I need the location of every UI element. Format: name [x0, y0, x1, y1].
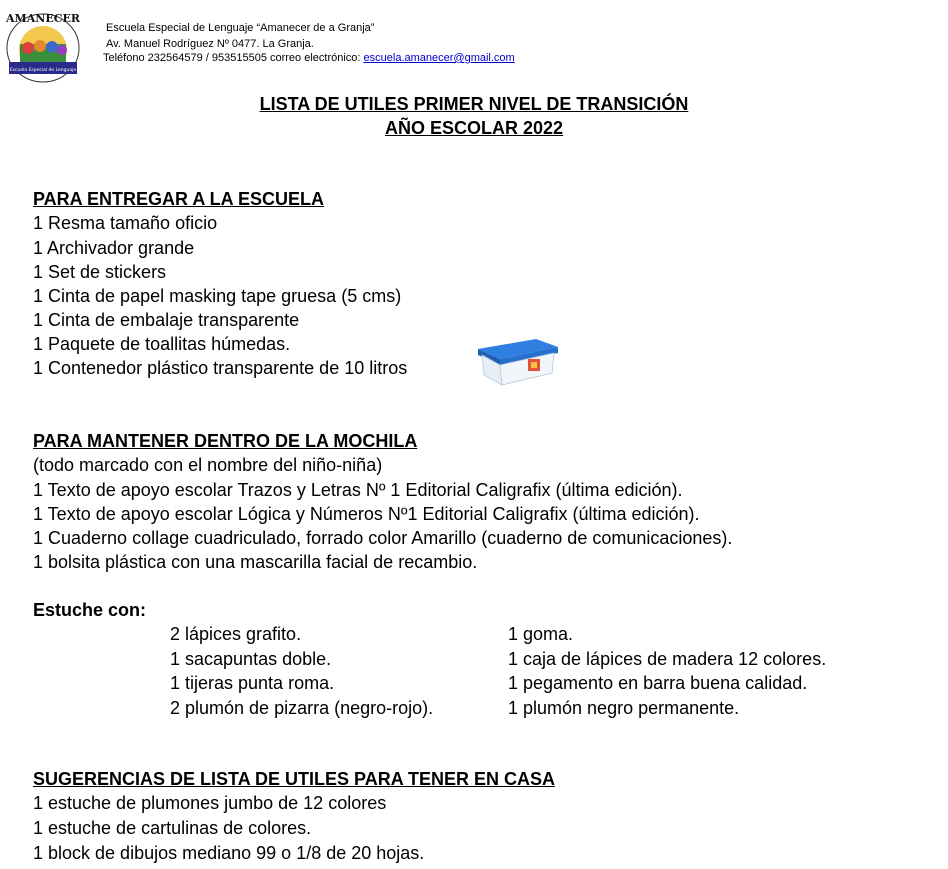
list-item: 1 Archivador grande: [33, 238, 195, 258]
list-item: 1 estuche de cartulinas de colores.: [33, 818, 312, 838]
plastic-container-image: [474, 333, 560, 387]
email-link[interactable]: escuela.amanecer@gmail.com: [363, 52, 515, 64]
school-name: Escuela Especial de Lenguaje “Amanecer de a Granja”: [106, 22, 375, 34]
list-item: 1 Resma tamaño oficio: [33, 213, 218, 233]
school-section-heading: PARA ENTREGAR A LA ESCUELA: [33, 189, 325, 209]
school-logo: [4, 8, 82, 84]
logo-text: AMANECER: [6, 12, 80, 25]
logo-caption: Escuela Especial de Lenguaje: [9, 68, 77, 73]
school-address: Av. Manuel Rodríguez Nº 0477. La Granja.: [106, 38, 314, 50]
pencil-case-heading: Estuche con:: [33, 600, 147, 620]
pencil-case-item: 1 plumón negro permanente.: [508, 698, 740, 718]
list-item: 1 Cinta de papel masking tape gruesa (5 cms): [33, 286, 402, 306]
list-item: 1 Contenedor plástico transparente de 10 litros: [33, 358, 408, 378]
list-item: 1 Set de stickers: [33, 262, 167, 282]
page-subtitle: AÑO ESCOLAR 2022: [384, 118, 564, 138]
backpack-section-heading: PARA MANTENER DENTRO DE LA MOCHILA: [33, 431, 418, 451]
list-item: 1 Texto de apoyo escolar Lógica y Números Nº1 Editorial Caligrafix (última edición).: [33, 504, 700, 524]
pencil-case-item: 1 tijeras punta roma.: [170, 673, 335, 693]
pencil-case-item: 2 plumón de pizarra (negro-rojo).: [170, 698, 434, 718]
list-item: 1 bolsita plástica con una mascarilla facial de recambio.: [33, 552, 478, 572]
list-item: 1 estuche de plumones jumbo de 12 colores: [33, 793, 387, 813]
list-item: 1 Cinta de embalaje transparente: [33, 310, 300, 330]
pencil-case-item: 1 goma.: [508, 624, 574, 644]
list-item: 1 Cuaderno collage cuadriculado, forrado color Amarillo (cuaderno de comunicaciones).: [33, 528, 733, 548]
pencil-case-item: 2 lápices grafito.: [170, 624, 302, 644]
list-item: 1 Texto de apoyo escolar Trazos y Letras Nº 1 Editorial Caligrafix (última edición).: [33, 480, 683, 500]
pencil-case-item: 1 caja de lápices de madera 12 colores.: [508, 649, 827, 669]
home-section-heading: SUGERENCIAS DE LISTA DE UTILES PARA TENER EN CASA: [33, 769, 556, 789]
pencil-case-item: 1 sacapuntas doble.: [170, 649, 332, 669]
phone-label: Teléfono 232564579 / 953515505 correo electrónico:: [103, 52, 364, 64]
pencil-case-item: 1 pegamento en barra buena calidad.: [508, 673, 808, 693]
backpack-note: (todo marcado con el nombre del niño-niña): [33, 455, 383, 475]
page-title: LISTA DE UTILES PRIMER NIVEL DE TRANSICIÓN: [259, 94, 689, 114]
list-item: 1 Paquete de toallitas húmedas.: [33, 334, 291, 354]
list-item: 1 block de dibujos mediano 99 o 1/8 de 20 hojas.: [33, 843, 425, 863]
school-contact: [103, 52, 515, 65]
